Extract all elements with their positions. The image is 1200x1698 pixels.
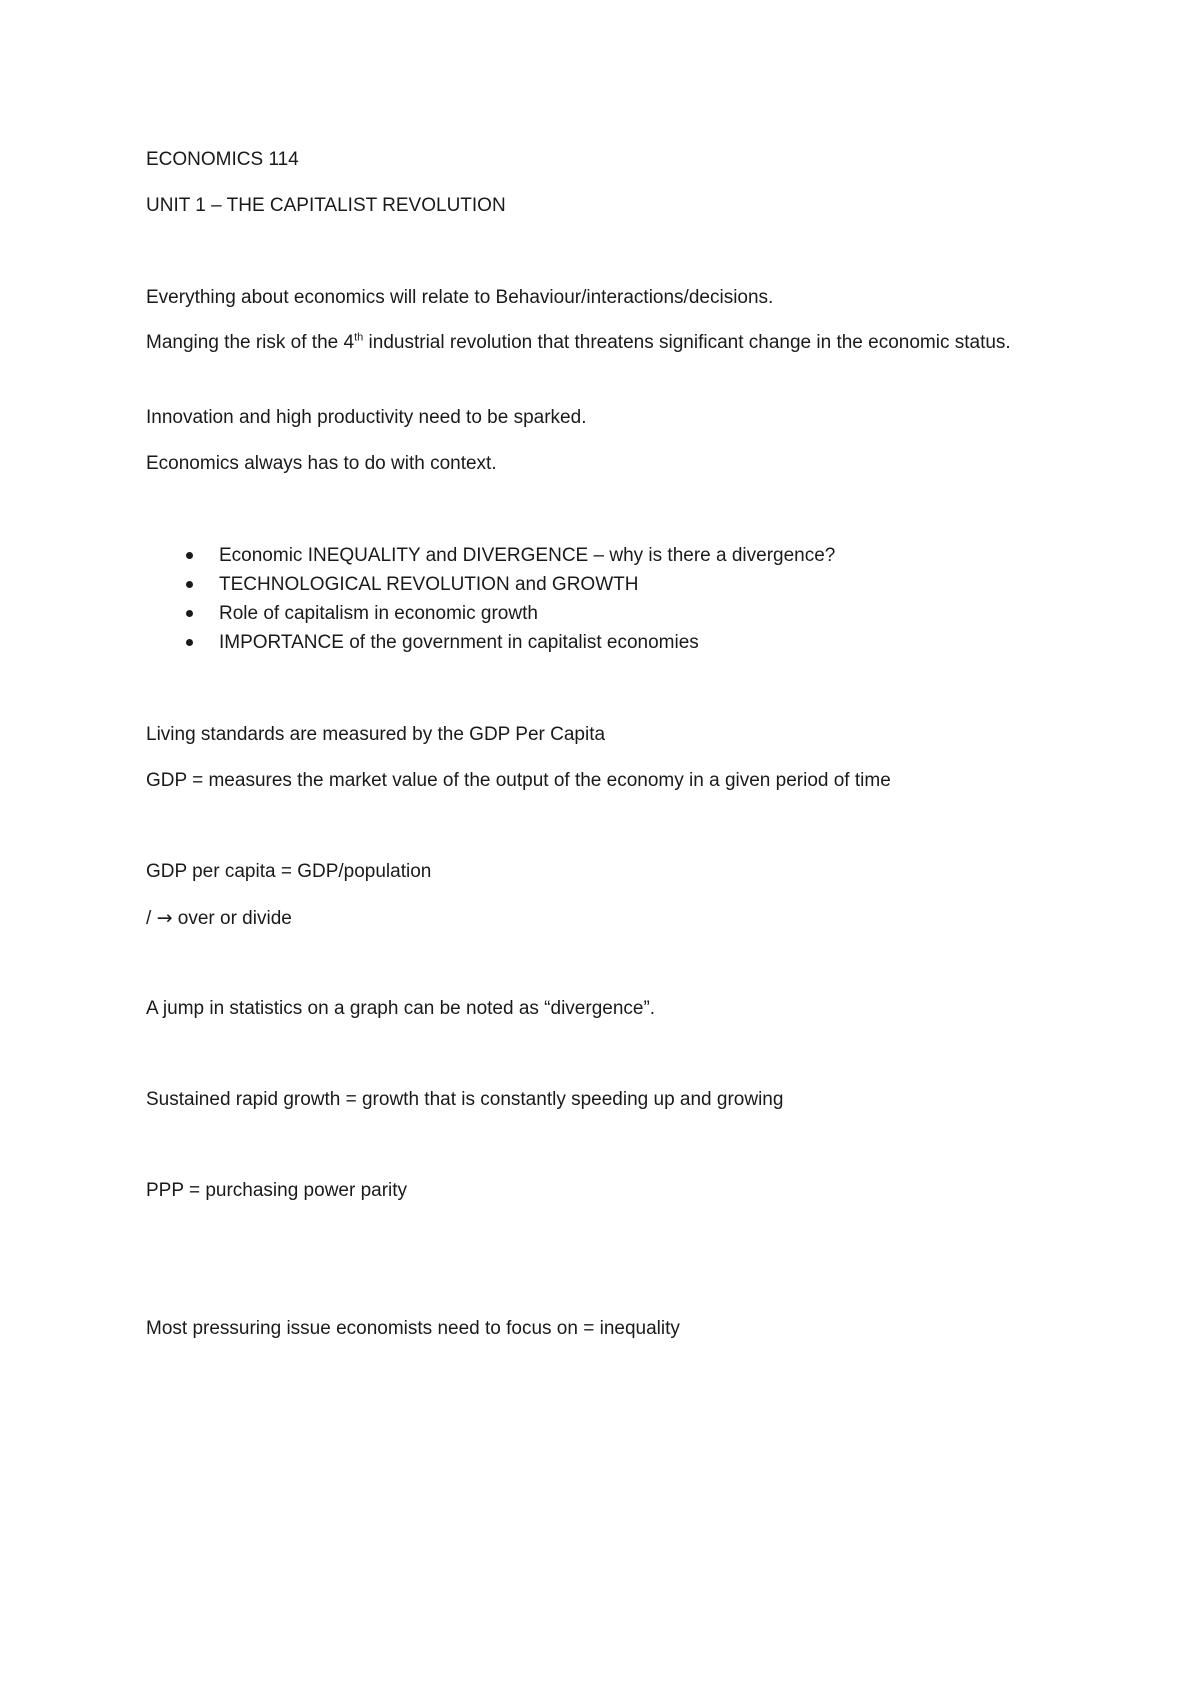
paragraph-industrial-revolution-start: Manging the risk of the 4 bbox=[146, 332, 355, 353]
paragraph-innovation: Innovation and high productivity need to be sparked. bbox=[146, 407, 587, 428]
paragraph-ppp: PPP = purchasing power parity bbox=[146, 1180, 408, 1201]
bullet-icon bbox=[186, 639, 193, 646]
paragraph-context: Economics always has to do with context. bbox=[146, 453, 497, 474]
document-heading: ECONOMICS 114 bbox=[146, 149, 299, 170]
bullet-icon bbox=[186, 552, 193, 559]
paragraph-divergence: A jump in statistics on a graph can be noted as “divergence”. bbox=[146, 998, 656, 1019]
paragraph-industrial-revolution bbox=[146, 328, 1046, 358]
bullet-icon bbox=[186, 581, 193, 588]
paragraph-industrial-revolution-end: industrial revolution that threatens significant change in the economic status. bbox=[363, 332, 1011, 353]
bullet-icon bbox=[186, 610, 193, 617]
list-item: Role of capitalism in economic growth bbox=[146, 599, 835, 628]
paragraph-sustained-growth: Sustained rapid growth = growth that is constantly speeding up and growing bbox=[146, 1089, 784, 1110]
paragraph-divide-note bbox=[146, 903, 292, 934]
paragraph-behaviour: Everything about economics will relate to Behaviour/interactions/decisions. bbox=[146, 287, 774, 308]
list-item: Economic INEQUALITY and DIVERGENCE – why is there a divergence? bbox=[146, 541, 835, 570]
paragraph-inequality: Most pressuring issue economists need to focus on = inequality bbox=[146, 1318, 680, 1339]
paragraph-living-standards: Living standards are measured by the GDP Per Capita bbox=[146, 724, 606, 745]
divide-note-text: over or divide bbox=[177, 908, 292, 929]
arrow-right-icon: → bbox=[156, 907, 173, 929]
paragraph-gdp-definition: GDP = measures the market value of the output of the economy in a given period of time bbox=[146, 770, 891, 791]
paragraph-gdp-per-capita: GDP per capita = GDP/population bbox=[146, 861, 432, 882]
slash-symbol: / bbox=[146, 908, 152, 929]
topic-bullet-list bbox=[146, 541, 835, 657]
list-item: IMPORTANCE of the government in capitalist economies bbox=[146, 628, 835, 657]
ordinal-suffix: th bbox=[354, 331, 364, 344]
unit-title: UNIT 1 – THE CAPITALIST REVOLUTION bbox=[146, 195, 506, 216]
list-item: TECHNOLOGICAL REVOLUTION and GROWTH bbox=[146, 570, 835, 599]
